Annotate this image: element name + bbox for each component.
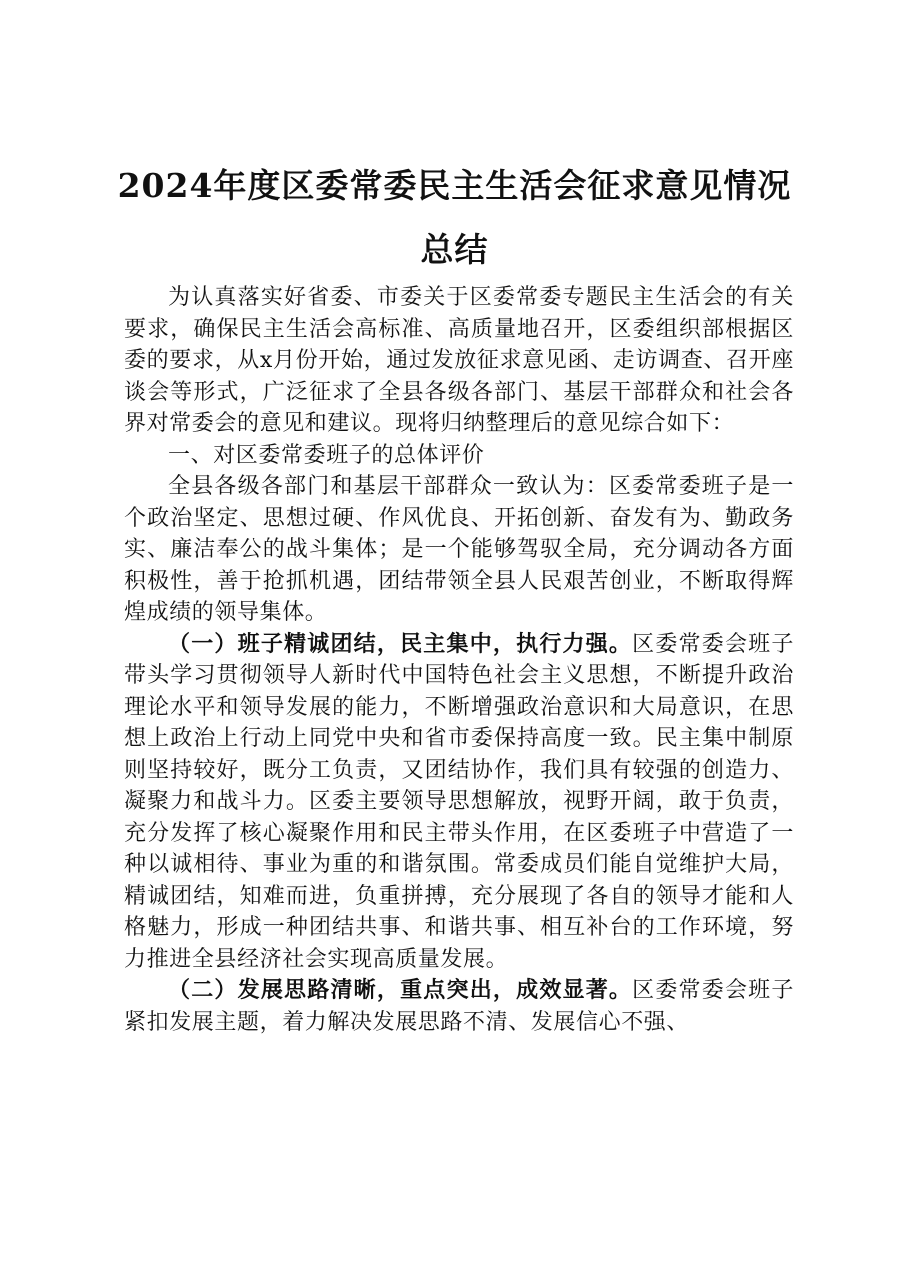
item-2-paragraph: [124, 975, 794, 1038]
intro-paragraph: 为认真落实好省委、市委关于区委常委专题民主生活会的有关要求，确保民主生活会高标准、高质量地召开，区委组织部根据区委的要求，从x月份开始，通过发放征求意见函、走访调查、召开座谈会等形式，广泛征求了全县各级各部门、基层干部群众和社会各界对常委会的意见和建议。现将归纳整理后的意见综合如下：: [124, 285, 794, 436]
document-title-line-1: 2024年度区委常委民主生活会征求意见情况: [117, 166, 792, 205]
section-heading-1: 一、对区委常委班子的总体评价: [168, 442, 485, 468]
item-2-lead: （二）发展思路清晰，重点突出，成效显著。: [168, 977, 633, 1003]
section-1-paragraph: 全县各级各部门和基层干部群众一致认为：区委常委班子是一个政治坚定、思想过硬、作风优良、开拓创新、奋发有为、勤政务实、廉洁奉公的战斗集体；是一个能够驾驭全局，充分调动各方面积极性，善于抢抓机遇，团结带领全县人民艰苦创业，不断取得辉煌成绩的领导集体。: [124, 474, 794, 625]
item-1-lead: （一）班子精诚团结，民主集中，执行力强。: [168, 630, 633, 657]
document-body: [124, 282, 794, 1038]
item-1-text: 区委常委会班子带头学习贯彻领导人新时代中国特色社会主义思想，不断提升政治理论水平和领导发展的能力，不断增强政治意识和大局意识，在思想上政治上行动上同党中央和省市委保持高度一致。民主集中制原则坚持较好，既分工负责，又团结协作，我们具有较强的创造力、凝聚力和战斗力。区委主要领导思想解放，视野开阔，敢于负责，充分发挥了核心凝聚作用和民主带头作用，在区委班子中营造了一种以诚相待、事业为重的和谐氛围。常委成员们能自觉维护大局，精诚团结，知难而进，负重拼搏，充分展现了各自的领导才能和人格魅力，形成一种团结共事、和谐共事、相互补台的工作环境，努力推进全县经济社会实现高质量发展。: [124, 631, 794, 972]
item-1-paragraph: [124, 629, 794, 976]
document-title-line-2: 总结: [420, 230, 489, 269]
item-2-text: 区委常委会班子紧扣发展主题，着力解决发展思路不清、发展信心不强、: [124, 978, 794, 1035]
